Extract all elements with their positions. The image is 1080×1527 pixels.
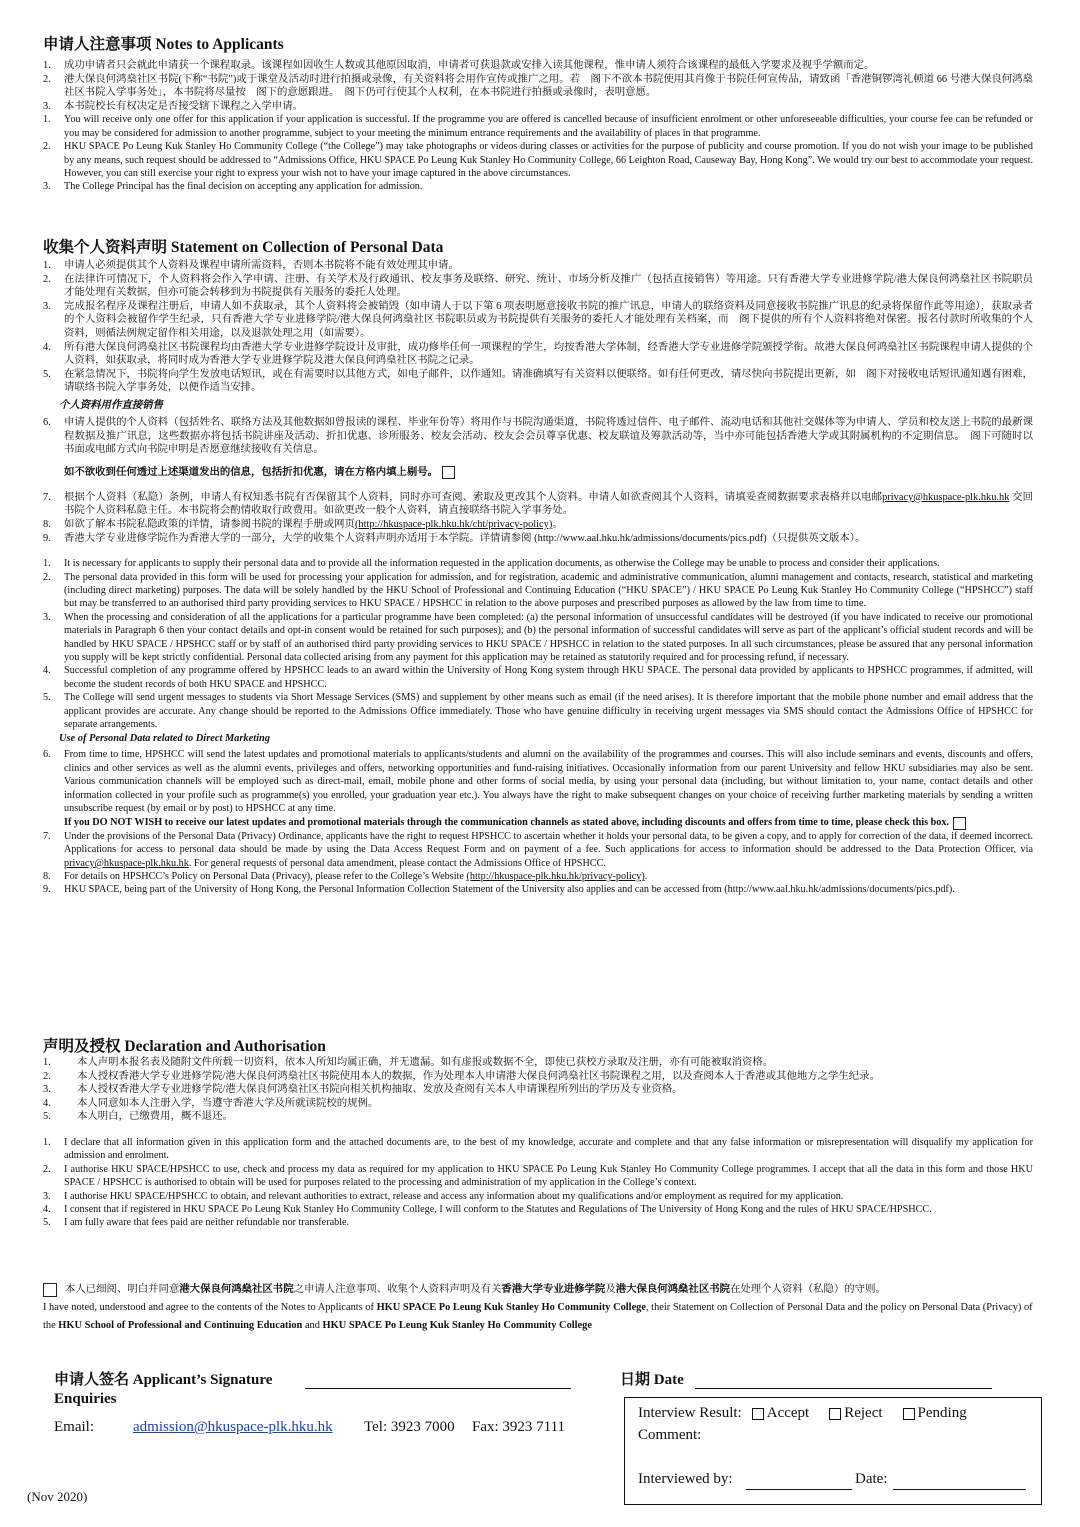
list-item: 3. 本书院校长有权决定是否接受辖下课程之入学申请。 [43,100,303,112]
interviewed-by-label: Interviewed by: [638,1471,733,1487]
list-item: 1. 申请人必须提供其个人资料及课程申请所需资料，否则本书院将不能有效处理其申请。 [43,260,459,271]
ack-zh-row: 本人已细阅、明白并同意港大保良何鸿燊社区书院之申请人注意事项、收集个人资料声明及有关香港大学专业进修学院及港大保良何鸿燊社区书院在处理个人资料（私隐）的守则。 [43,1281,1033,1299]
list-item: 7. 根据个人资料（私隐）条例，申请人有权知悉书院有否保留其个人资料，同时亦可查阅、索取及更改其个人资料。申请人如欲查阅其个人资料，请填妥查阅数据要求表格并以电邮privacy@hkuspace-plk.hku.hk 交回书院个人资料私隐主任。本书院将会酌情收取行政费用。如欲更改一般个人资料，请直接联络书院入学事务处。 [43,491,1033,517]
list-item: 1. It is necessary for applicants to supply their personal data and to provide all the information requested in the application documents, as otherwise the College may be unable to process and consider their applications. [43,558,940,570]
list-item: 9. HKU SPACE, being part of the University of Hong Kong, the Personal Information Collection Statement of the University also applies and can be accessed from (http://www.aal.hku.hk/admissions/documents/pics.pdf). [43,884,955,896]
interview-date-label: Date: [855,1471,888,1487]
declaration-section [43,1037,1033,1230]
accept-label: Accept [766,1405,810,1421]
interviewed-by-line[interactable] [746,1489,852,1490]
list-item: 8. For details on HPSHCC’s Policy on Personal Data (Privacy), please refer to the College’s Website (http://hkuspace-plk.hku.hk/privacy-policy). [43,871,648,883]
list-item: 5. The College will send urgent messages to students via Short Message Services (SMS) and supplement by other means such as email (if the need arises). It is therefore important that the mobile phone number and email address that the applicant provides are accurate. Any change should be reported to the Admissions Office immediately. Those who have genuine difficulty in receiving urgent messages via SMS should contact the Admissions Office of HPSHCC for separate arrangements. [43,692,1033,730]
list-item: 6. 申请人提供的个人资料（包括姓名、联络方法及其他数据如曾报读的课程、毕业年份等）将用作与书院沟通渠道，书院将透过信件、电子邮件、流动电话和其他社交媒体等为申请人、学员和校友送上书院的最新课程数据及推广讯息，这些数据亦将包括书院讲座及活动、折扣优惠、诊所服务、校友会活动、校友会会员尊享优惠、校友联谊及筹款活动等，当中亦可能包括香港大学或其附属机构的不定期信息。 阁下可随时以书面或电邮方式向书院申明是否愿意继续接收有关信息。 [43,416,1033,456]
reject-label: Reject [844,1405,883,1421]
signature-line[interactable] [305,1388,571,1389]
zh-optout-checkbox[interactable] [442,466,455,479]
zh-optout-row [43,465,1033,481]
acknowledgement [43,1281,1033,1335]
list-item: 2. 在法律许可情况下，个人资料将会作入学申请、注册、有关学术及行政通讯、校友事务及联络、研究、统计、市场分析及推广（包括直接销售）等用途。只有香港大学专业进修学院/港大保良何鸿燊社区书院职员才能处理有关数据，但亦可能会转移到为书院提供有关服务的委托人处理。 [43,273,1033,299]
privacy-email-link-en[interactable]: privacy@hkuspace-plk.hku.hk [64,857,189,869]
pics-en-list-2 [43,748,1033,896]
signature-label: 申请人签名 Applicant’s Signature [54,1372,273,1388]
ack-checkbox[interactable] [43,1283,57,1297]
declaration-title: 声明及授权 Declaration and Authorisation [43,1038,326,1055]
telephone: Tel: 3923 7000 [364,1419,455,1435]
pending-label: Pending [917,1405,967,1421]
en-optout-row [64,816,1033,829]
list-item: 3. When the processing and consideration of all the applications for a particular programme have been completed: (a) the personal information of unsuccessful candidates will be destroyed (if you have indicated to receive our promotional materials in Paragraph 6 then your contact details and opt-in consent would be retained for such purposes); and (b) the personal information of successful candidates will serve as part of the applicant’s official student records and will be handled by HKU SPACE / HPSHCC staff or by staff of an authorised third party providing services to HKU SPACE / HPSHCC in relation to the stated purposes. In all such circumstances, please be assured that any personal information you supply will be kept strictly confidential. Personal data collected arising from any payment for this application may be retained as statutorily required and for processing refund, if necessary. [43,611,1033,663]
pics-en-list [43,557,1033,731]
pending-checkbox[interactable] [903,1408,915,1420]
date-line[interactable] [695,1388,992,1389]
zh-direct-marketing-heading: 个人资料用作直接销售 [59,399,163,411]
pics-title: 收集个人资料声明 Statement on Collection of Personal Data [43,239,444,256]
accept-checkbox[interactable] [752,1408,764,1420]
list-item: 7. Under the provisions of the Personal Data (Privacy) Ordinance, applicants have the right to request HPSHCC to ascertain whether it holds your personal data, to be given a copy, and to apply for correction of the data, if deemed incorrect. Applications for access to personal data should be made by using the Data Access Request Form and on payment of a fee. Such applications for access to information should be addressed to the Data Protection Officer, via privacy@hkuspace-plk.hku.hk. For general requests of personal data amendment, please contact the Admissions Office of HPSHCC. [43,830,1033,869]
enquiries-label: Enquiries [54,1391,117,1407]
list-item: 1. You will receive only one offer for this application if your application is successful. If the programme you are offered is cancelled because of insufficient enrolment or other unforeseeable difficulties, your course fee can be refunded or you may be considered for admission to another programme, subject to your meeting the minimum entrance requirements and the availability of places in that programme. [43,114,1033,139]
privacy-email-link[interactable]: privacy@hkuspace-plk.hku.hk [882,491,1010,503]
fax: Fax: 3923 7111 [472,1419,566,1435]
notes-title: 申请人注意事项 Notes to Applicants [43,36,284,53]
list-item: 2. 本人授权香港大学专业进修学院/港大保良何鸿燊社区书院使用本人的数据，作为处理本人申请港大保良何鸿燊社区书院课程之用，以及查阅本人于香港或其他地方之学生纪录。 [43,1070,880,1082]
decl-zh-list [43,1056,1033,1124]
list-item: 5. I am fully aware that fees paid are neither refundable nor transferable. [43,1217,350,1229]
notes-section [43,35,1033,194]
interview-box [624,1397,1042,1505]
list-item: 4. I consent that if registered in HKU SPACE Po Leung Kuk Stanley Ho Community College, I will conform to the Statutes and Regulations of The University of Hong Kong and the rules of HKU SPACE/HPSHCC. [43,1204,932,1215]
interview-date-line[interactable] [893,1489,1026,1490]
list-item: 2. The personal data provided in this form will be used for processing your application for admission, and for registration, academic and administrative communication, alumni management and contacts, research, statistical and marketing (including direct marketing) purposes. The data will be solely handled by the HKU School of Professional and Continuing Education (“HKU SPACE”) / HKU SPACE Po Leung Kuk Stanley Ho Community College (“HPSHCC”) staff but may be transferred to an authorised third party providing services to HKU SPACE / HPSHCC in relation to the above purposes and prescribed purposes as allowed by the law from time to time. [43,571,1033,610]
decl-en-list [43,1136,1033,1230]
privacy-policy-link-en[interactable]: (http://hkuspace-plk.hku.hk/privacy-policy) [466,871,645,883]
pics-zh-list [43,259,1033,395]
interview-result-row [638,1405,967,1422]
list-item: 1. 成功申请者只会就此申请获一个课程取录。该课程如因收生人数或其他原因取消，申请者可获退款或安排入读其他课程，惟申请人须符合该课程的最低入学要求及视乎学额而定。 [43,60,875,71]
pics-zh-list-2 [43,416,1033,457]
list-item: 3. 本人授权香港大学专业进修学院/港大保良何鸿燊社区书院向相关机构抽取、发放及查阅有关本人申请课程所列出的学历及专业资格。 [43,1084,683,1096]
reject-checkbox[interactable] [829,1408,841,1420]
en-optout-checkbox[interactable] [953,817,966,830]
list-item: 2. 港大保良何鸿燊社区书院(下称“书院”)或于课堂及活动时进行拍摄或录像，有关资料将会用作宣传或推广之用。若 阁下不欲本书院使用其肖像于书院任何宣传品，请致函「香港铜锣湾礼顿道 66 号港大保良何鸿燊社区书院入学事务处」，本书院将尽量按 阁下的意愿跟进。 阁下仍可行使其个人权利，在本书院进行拍摄或录像时，表明意愿。 [43,73,1033,99]
email-label: Email: [54,1419,94,1435]
list-item: 1. I declare that all information given in this application form and the attached documents are, to the best of my knowledge, accurate and complete and that any false information or misrepresentation will disqualify my application for admission and enrolment. [43,1136,1033,1162]
list-item: 6. From time to time, HPSHCC will send the latest updates and promotional materials to applicants/students and alumni on the availability of the programmes and courses. This will also include seminars and events, discounts and offers, clinics and other services as well as the alumni events, privileges and offers, networking opportunities and fund-raising initiatives. Occasionally information from our parent University and fellow HKU subsidiaries may also be sent. Various communication channels will be employed such as direct-mail, email, mobile phone and other forms of social media, by using your personal data (including, but without limitation to, your name, contact details and other information collected in your profile such as programme(s) you enrolled, your graduation year etc.). You always have the right to make subsequent changes on your choice of receiving further marketing materials by sending a written unsubscribe request (by email or by post) to HPSHCC at any time. If you DO NOT WISH to receive our latest updates and promotional materials through the communication channels as stated above, including discounts and offers from time to time, please check this box. [43,749,1033,829]
list-item: 3. I authorise HKU SPACE/HPSHCC to obtain, and relevant authorities to extract, release and access any information about my qualifications and/or employment as required for my application. [43,1190,844,1202]
comment-label: Comment: [638,1427,702,1443]
notes-en-list [43,113,1033,193]
list-item: 4. 所有港大保良何鸿燊社区书院课程均由香港大学专业进修学院设计及审批，成功修毕任何一项课程的学生，均按香港大学体制，经香港大学专业进修学院颁授学衔。故港大保良何鸿燊社区书院课程申请人提供的个人资料，如获取录，将同时成为香港大学专业进修学院及港大保良何鸿燊社区书院之记录。 [43,341,1033,367]
list-item: 8. 如欲了解本书院私隐政策的详情，请参阅书院的课程手册或网页(http://hkuspace-plk.hku.hk/cht/privacy-policy)。 [43,518,563,530]
list-item: 1. 本人声明本报名表及随附文件所载一切资料，依本人所知均属正确，并无遗漏。如有虚报或数据不全，即使已获校方录取及注册，亦有可能被取消资格。 [43,1057,774,1068]
list-item: 4. 本人同意如本人注册入学，当遵守香港大学及所就读院校的规例。 [43,1097,379,1109]
list-item: 5. 在紧急情况下，书院将向学生发放电话短讯，或在有需要时以其他方式，如电子邮件，以作通知。请准确填写有关资料以便联络。如有任何更改，请尽快向书院提出更新，如 阁下对接收电话短讯通知遇有困难，请联络书院入学事务处，以便作适当安排。 [43,368,1033,394]
privacy-policy-link[interactable]: (http://hkuspace-plk.hku.hk/cht/privacy-policy) [354,518,553,530]
ack-en-text: I have noted, understood and agree to the contents of the Notes to Applicants of HKU SPACE Po Leung Kuk Stanley Ho Community College, their Statement on Collection of Personal Data and the policy on Personal Data (Privacy) of the HKU School of Professional and Continuing Education and HKU SPACE Po Leung Kuk Stanley Ho Community College [43,1302,1033,1331]
list-item: 9. 香港大学专业进修学院作为香港大学的一部分，大学的收集个人资料声明亦适用于本学院。详情请参阅 (http://www.aal.hku.hk/admissions/documents/pics.pdf)（只提供英文版本）。 [43,532,866,544]
list-item: 3. The College Principal has the final decision on accepting any application for admission. [43,181,423,193]
list-item: 2. I authorise HKU SPACE/HPSHCC to use, check and process my data as required for my application to HKU SPACE Po Leung Kuk Stanley Ho Community College programmes. I accept that all the data in this form and those HKU SPACE / HPSHCC is authorised to obtain will be used for purposes related to the processing and administration of my application in the College’s context. [43,1163,1033,1189]
interview-result-label: Interview Result: [638,1405,742,1421]
notes-zh-list [43,59,1033,113]
list-item: 4. Successful completion of any programme offered by HPSHCC leads to an award within the University of Hong Kong system through HKU SPACE. The personal data provided by applicants to HPSHCC programmes, if admitted, will become the student records of both HKU SPACE and HPSHCC. [43,665,1033,690]
en-optout-text: If you DO NOT WISH to receive our latest updates and promotional materials through the communication channels as stated above, including discounts and offers from time to time, please check this box. [64,817,950,829]
version-note: (Nov 2020) [27,1489,88,1504]
admission-email-link[interactable]: admission@hkuspace-plk.hku.hk [133,1419,333,1435]
date-label: 日期 Date [620,1372,684,1388]
pics-zh-list-3 [43,491,1033,545]
list-item: 5. 本人明白，已缴费用，概不退还。 [43,1111,233,1123]
pics-section [43,238,1033,897]
list-item: 2. HKU SPACE Po Leung Kuk Stanley Ho Community College (“the College”) may take photographs or videos during classes or activities for the purpose of publicity and course promotion. If you do not wish your image to be published by any means, such request should be addressed to “Admissions Office, HKU SPACE Po Leung Kuk Stanley Ho Community College, 66 Leighton Road, Causeway Bay, Hong Kong”. We would try our best to accommodate your request. However, you can still exercise your right to express your wish not to have your image captured in the above circumstances. [43,141,1033,179]
zh-optout-text: 如不欲收到任何透过上述渠道发出的信息，包括折扣优惠，请在方格内填上剔号。 [64,466,439,478]
en-direct-marketing-heading: Use of Personal Data related to Direct Marketing [59,733,270,745]
list-item: 3. 完成报名程序及课程注册后，申请人如不获取录，其个人资料将会被销毁（如申请人于以下第 6 项表明愿意接收书院的推广讯息，申请人的联络资料及同意接收书院推广讯息的纪录将保留作此等用途），获取录者的个人资料会被留作学生纪录，只有香港大学专业进修学院/港大保良何鸿燊社区书院职员或为书院提供有关服务的委托人才能处理有关档案，而 阁下提供的所有个人资料将绝对保密。报名付款时所收集的个人资料，则循法例规定留作相关用途，以及退款处理之用（如需要）。 [43,300,1033,339]
